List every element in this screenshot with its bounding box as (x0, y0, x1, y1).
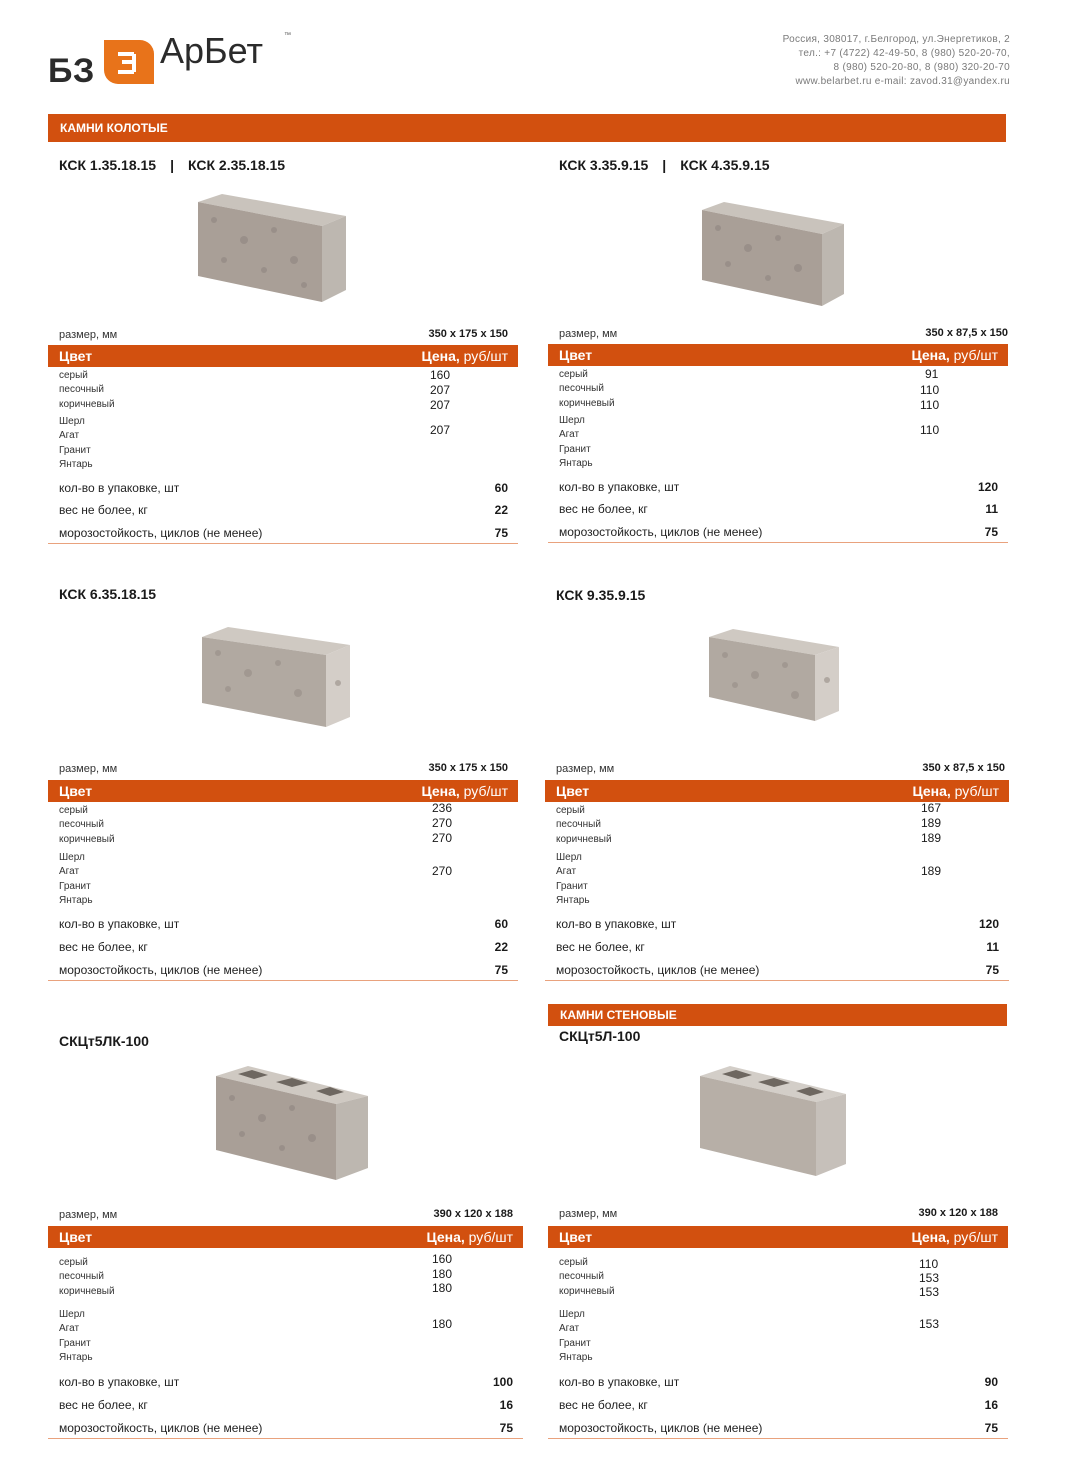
price-header (48, 1226, 523, 1248)
product-code: КСК 6.35.18.15 (59, 586, 157, 602)
color-name: Янтарь (559, 457, 593, 469)
frost-row: морозостойкость, циклов (не менее) 75 (48, 522, 518, 544)
price-header (545, 780, 1009, 802)
qty-row: кол-во в упаковке, шт 90 (559, 1375, 998, 1389)
color-name: Агат (59, 866, 80, 878)
price-header-label: Цена, руб/шт (911, 347, 998, 363)
price-premium: 207 (430, 423, 451, 437)
contact-phones-2: 8 (980) 520-20-80, 8 (980) 320-20-70 (833, 62, 1010, 73)
color-name: Гранит (559, 443, 591, 455)
color-name: коричневый (556, 833, 612, 845)
hollow-split-block-image (212, 1064, 374, 1184)
split-block-image (705, 625, 845, 725)
section-split-stones (48, 114, 1006, 142)
size-value: 350 х 87,5 х 150 (922, 762, 1005, 774)
size-label: размер, мм (59, 329, 118, 341)
color-name: Шерл (59, 416, 85, 427)
color-name: серый (59, 805, 88, 816)
color-name: серый (559, 1257, 588, 1268)
color-name: коричневый (59, 833, 115, 845)
color-name: песочный (556, 819, 601, 831)
price-grey: 167 (921, 801, 942, 815)
size-label: размер, мм (556, 763, 615, 775)
size-value: 390 х 120 х 188 (433, 1208, 513, 1220)
section-title: КАМНИ СТЕНОВЫЕ (560, 1008, 677, 1022)
product-code: КСК 1.35.18.15 (59, 157, 157, 173)
basic-colors (556, 804, 612, 847)
section-wall-stones (548, 1004, 1007, 1026)
product-card (548, 150, 1018, 550)
price-sand: 270 (432, 816, 453, 830)
color-name: Агат (59, 430, 80, 442)
price-header (48, 345, 518, 367)
color-name: Шерл (556, 852, 582, 863)
price-brown: 153 (919, 1285, 940, 1299)
basic-colors (59, 804, 115, 847)
basic-colors (59, 1256, 115, 1299)
product-card (48, 1032, 518, 1442)
price-brown: 270 (432, 831, 453, 845)
size-label: размер, мм (59, 1209, 118, 1221)
extra-colors (556, 851, 590, 908)
price-sand: 180 (432, 1267, 453, 1281)
color-header: Цвет (559, 347, 593, 363)
price-grey: 110 (919, 1257, 939, 1271)
product-card (48, 585, 518, 985)
product-title (556, 587, 645, 603)
price-brown: 207 (430, 398, 451, 412)
qty-row: кол-во в упаковке, шт 60 (59, 917, 508, 931)
qty-row: кол-во в упаковке, шт 60 (59, 481, 508, 495)
price-premium: 110 (920, 423, 940, 437)
product-code: СКЦт5Л-100 (559, 1028, 641, 1044)
color-name: Шерл (59, 852, 85, 863)
size-row (545, 761, 1015, 779)
frost-row: морозостойкость, циклов (не менее) 75 (548, 1417, 1008, 1439)
color-name: Агат (559, 1323, 580, 1335)
price-sand: 207 (430, 383, 451, 397)
size-value: 350 х 175 х 150 (428, 328, 508, 340)
price-grey: 160 (430, 368, 451, 382)
weight-row: вес не более, кг 11 (556, 940, 999, 954)
extra-colors (559, 414, 593, 471)
weight-row: вес не более, кг 11 (559, 502, 998, 516)
frost-row: морозостойкость, циклов (не менее) 75 (548, 521, 1008, 543)
size-row (48, 761, 518, 779)
price-grey: 236 (432, 801, 453, 815)
product-code: КСК 9.35.9.15 (556, 587, 646, 603)
weight-row: вес не более, кг 22 (59, 503, 508, 517)
product-title (59, 1033, 149, 1049)
price-grey: 91 (925, 367, 939, 381)
logo-mark-icon (100, 34, 156, 90)
price-brown: 189 (921, 831, 942, 845)
size-value: 350 х 175 х 150 (428, 762, 508, 774)
color-name: Шерл (559, 415, 585, 426)
contact-phones-1: тел.: +7 (4722) 42-49-50, 8 (980) 520-20-70, (798, 48, 1010, 59)
split-block-image (198, 623, 358, 733)
price-header (548, 344, 1008, 366)
color-name: песочный (559, 383, 604, 395)
product-code: КСК 4.35.9.15 (680, 157, 770, 173)
product-card (48, 150, 518, 550)
price-brown: 110 (920, 398, 940, 412)
product-code: КСК 2.35.18.15 (188, 157, 286, 173)
color-name: Янтарь (556, 894, 590, 906)
price-premium: 180 (432, 1317, 453, 1331)
basic-colors (559, 1256, 615, 1299)
qty-row: кол-во в упаковке, шт 120 (556, 917, 999, 931)
weight-row: вес не более, кг 22 (59, 940, 508, 954)
extra-colors (59, 415, 93, 472)
color-name: Агат (559, 429, 580, 441)
price-sand: 110 (920, 383, 940, 397)
price-header-label: Цена, руб/шт (421, 348, 508, 364)
product-title (559, 1028, 640, 1044)
price-sand: 153 (919, 1271, 940, 1285)
weight-row: вес не более, кг 16 (59, 1398, 513, 1412)
title-separator: | (662, 157, 667, 173)
logo-prefix: БЗ (48, 52, 96, 90)
qty-row: кол-во в упаковке, шт 100 (59, 1375, 513, 1389)
color-name: песочный (59, 384, 104, 396)
extra-colors (59, 1308, 93, 1365)
price-premium: 189 (921, 864, 942, 878)
color-name: Гранит (59, 1337, 91, 1349)
product-title (59, 157, 285, 173)
size-row (48, 327, 518, 345)
company-logo (48, 30, 298, 92)
color-name: Янтарь (59, 1351, 93, 1363)
contact-address: Россия, 308017, г.Белгород, ул.Энергетиков, 2 (782, 34, 1010, 45)
color-name: Гранит (559, 1337, 591, 1349)
price-brown: 180 (432, 1281, 453, 1295)
color-name: Шерл (59, 1309, 85, 1320)
color-name: Гранит (59, 444, 91, 456)
basic-colors (59, 369, 115, 412)
color-header: Цвет (59, 348, 93, 364)
product-code: СКЦт5ЛК-100 (59, 1033, 149, 1049)
color-name: песочный (559, 1271, 604, 1283)
price-sand: 189 (921, 816, 942, 830)
color-name: серый (59, 370, 88, 381)
qty-row: кол-во в упаковке, шт 120 (559, 480, 998, 494)
color-name: Агат (59, 1323, 80, 1335)
color-name: Янтарь (559, 1351, 593, 1363)
color-name: Агат (556, 866, 577, 878)
weight-row: вес не более, кг 16 (559, 1398, 998, 1412)
color-header: Цвет (556, 783, 590, 799)
price-header-label: Цена, руб/шт (421, 783, 508, 799)
price-premium: 153 (919, 1317, 940, 1331)
color-name: Янтарь (59, 458, 93, 470)
logo-name: АрБет (160, 30, 263, 71)
color-header: Цвет (59, 783, 93, 799)
price-grey: 160 (432, 1252, 453, 1266)
basic-colors (559, 368, 615, 411)
color-name: коричневый (59, 398, 115, 410)
color-name: песочный (59, 1271, 104, 1283)
extra-colors (559, 1308, 593, 1365)
size-row (548, 1206, 1008, 1224)
price-header-label: Цена, руб/шт (426, 1229, 513, 1245)
color-name: песочный (59, 819, 104, 831)
frost-row: морозостойкость, циклов (не менее) 75 (48, 1417, 523, 1439)
extra-colors (59, 851, 93, 908)
size-value: 390 х 120 х 188 (918, 1207, 998, 1219)
color-header: Цвет (559, 1229, 593, 1245)
color-name: Гранит (59, 880, 91, 892)
color-name: Шерл (559, 1309, 585, 1320)
size-label: размер, мм (559, 1208, 618, 1220)
color-name: серый (559, 369, 588, 380)
product-code: КСК 3.35.9.15 (559, 157, 649, 173)
color-name: Янтарь (59, 894, 93, 906)
color-name: коричневый (559, 397, 615, 409)
price-header-label: Цена, руб/шт (912, 783, 999, 799)
price-header-label: Цена, руб/шт (911, 1229, 998, 1245)
price-header (548, 1226, 1008, 1248)
frost-row: морозостойкость, циклов (не менее) 75 (48, 959, 518, 981)
company-contacts (783, 33, 1010, 89)
color-name: Гранит (556, 880, 588, 892)
product-card (545, 585, 1015, 985)
size-row (548, 326, 1018, 344)
split-block-image (194, 190, 354, 310)
title-separator: | (170, 157, 174, 173)
color-name: серый (59, 1257, 88, 1268)
section-title: КАМНИ КОЛОТЫЕ (60, 121, 168, 135)
color-name: серый (556, 805, 585, 816)
color-name: коричневый (59, 1285, 115, 1297)
contact-web-email[interactable]: www.belarbet.ru e-mail: zavod.31@yandex.ru (795, 76, 1010, 87)
color-name: коричневый (559, 1285, 615, 1297)
price-header (48, 780, 518, 802)
product-title (559, 157, 770, 173)
size-label: размер, мм (559, 328, 618, 340)
size-label: размер, мм (59, 763, 118, 775)
product-title (59, 586, 156, 602)
size-value: 350 х 87,5 х 150 (925, 327, 1008, 339)
color-header: Цвет (59, 1229, 93, 1245)
frost-row: морозостойкость, циклов (не менее) 75 (545, 959, 1009, 981)
size-row (48, 1207, 523, 1225)
price-premium: 270 (432, 864, 453, 878)
product-card (548, 1026, 1018, 1442)
hollow-smooth-block-image (696, 1064, 852, 1184)
logo-trademark: ™ (284, 32, 291, 39)
split-block-image (698, 198, 850, 313)
